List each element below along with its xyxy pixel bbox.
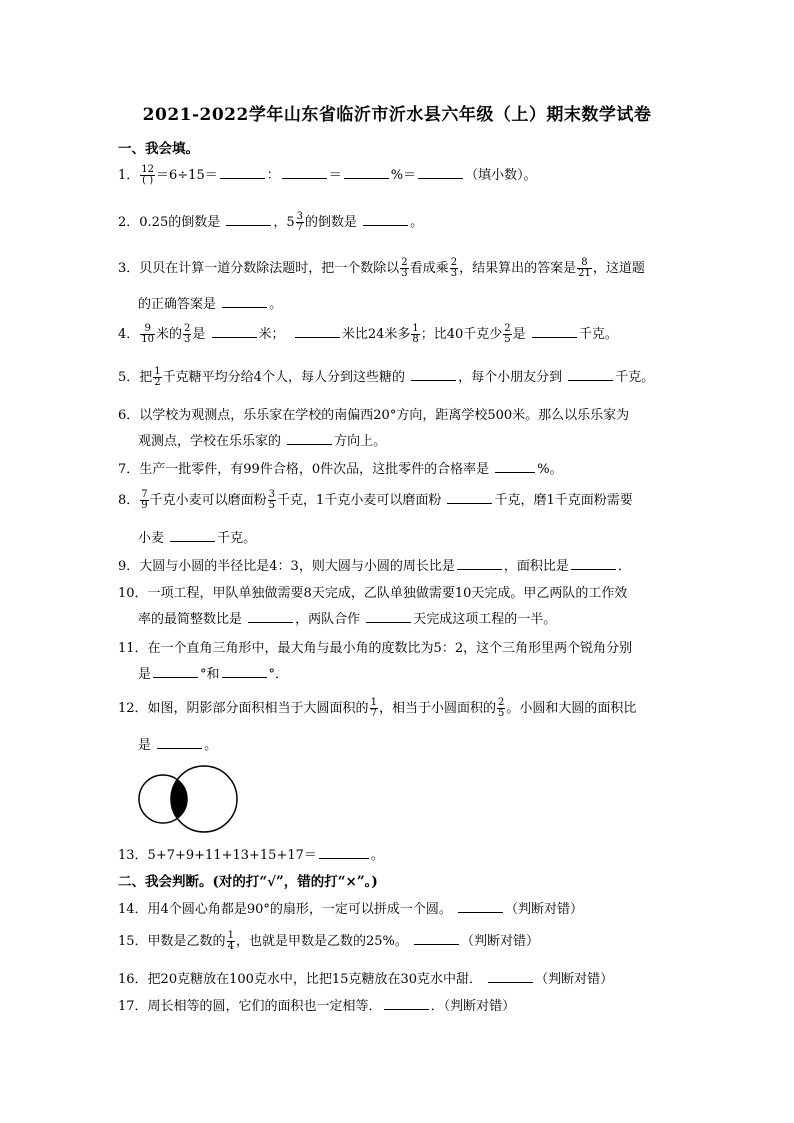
overlapping-circles-figure	[138, 764, 242, 834]
question-5: 5．把 $\frac{1}{2}$ 千克糖平均分给4个人，每人分到这些糖的 ，每个小朋友分到 千克。	[118, 366, 655, 388]
answer-blank[interactable]	[363, 213, 408, 226]
question-8: 8． $\frac{7}{9}$ 千克小麦可以磨面粉 $\frac{3}{5}$ 千克，1千克小麦可以磨面粉 千克，磨1千克面粉需要	[118, 489, 633, 511]
question-number: 13．	[118, 848, 148, 863]
answer-blank[interactable]	[571, 557, 616, 570]
question-number: 17．	[118, 999, 148, 1014]
answer-blank[interactable]	[495, 460, 535, 473]
fraction: $\frac{1}{2}$	[154, 366, 161, 388]
question-number: 10．	[118, 586, 148, 601]
question-number: 3．	[118, 261, 140, 276]
answer-blank[interactable]	[458, 900, 503, 913]
fraction: $\frac{1}{7}$	[370, 697, 377, 719]
question-number: 9．	[118, 559, 140, 574]
question-number: 5．	[118, 370, 140, 385]
question-10-line-2: 率的最简整数比是 ，两队合作 天完成这项工程的一半。	[138, 612, 557, 627]
answer-blank[interactable]	[295, 325, 340, 338]
exam-title: 2021-2022学年山东省临沂市沂水县六年级（上）期末数学试卷	[142, 105, 652, 125]
question-10: 10．一项工程，甲队单独做需要8天完成，乙队单独做需要10天完成。甲乙两队的工作效	[118, 586, 628, 601]
question-number: 14．	[118, 902, 148, 917]
fraction: $\frac{2}{3}$	[401, 257, 408, 279]
answer-blank[interactable]	[212, 325, 257, 338]
fraction: $\frac{1}{4}$	[227, 930, 234, 952]
answer-blank[interactable]	[220, 166, 265, 179]
question-number: 6．	[118, 408, 140, 423]
answer-blank[interactable]	[157, 736, 202, 749]
question-1: 1． $\frac{12}{( )}$ ＝6÷15＝ ： ＝ %＝ （填小数）。	[118, 164, 537, 186]
question-number: 15．	[118, 934, 148, 949]
question-11-line-2: 是 °和 °．	[138, 667, 289, 682]
question-12-line-2: 是 。	[138, 738, 218, 753]
fraction: $\frac{3}{7}$	[296, 211, 304, 233]
answer-blank[interactable]	[319, 846, 369, 859]
fraction: $\frac{2}{3}$	[184, 323, 191, 345]
question-number: 1．	[118, 168, 140, 183]
fraction: $\frac{8}{21}$	[578, 257, 591, 279]
question-15: 15．甲数是乙数的 $\frac{1}{4}$ ，也就是甲数是乙数的25%。 （判断对错）	[118, 930, 539, 952]
answer-blank[interactable]	[170, 529, 215, 542]
answer-blank[interactable]	[366, 610, 411, 623]
question-number: 2．	[118, 215, 140, 230]
answer-blank[interactable]	[153, 665, 198, 678]
answer-blank[interactable]	[568, 368, 613, 381]
answer-blank[interactable]	[457, 557, 502, 570]
fraction: $\frac{1}{8}$	[412, 323, 419, 345]
question-6: 6．以学校为观测点，乐乐家在学校的南偏西20°方向，距离学校500米。那么以乐乐家为	[118, 408, 630, 423]
question-11: 11．在一个直角三角形中，最大角与最小角的度数比为5：2，这个三角形里两个锐角分别	[118, 641, 633, 656]
question-7: 7．生产一批零件，有99件合格，0件次品，这批零件的合格率是 %。	[118, 462, 563, 477]
fraction: $\frac{7}{9}$	[141, 489, 148, 511]
answer-blank[interactable]	[287, 432, 332, 445]
answer-blank[interactable]	[222, 295, 267, 308]
answer-blank[interactable]	[222, 665, 267, 678]
answer-blank[interactable]	[532, 325, 577, 338]
question-4: 4． $\frac{9}{10}$ 米的 $\frac{2}{3}$ 是 米； 米比24米多 $\frac{1}{8}$ ；比40千克少 $\frac{2}{5}$ 是 千克。	[118, 323, 618, 345]
answer-blank[interactable]	[418, 166, 463, 179]
question-8-line-2: 小麦 千克。	[138, 531, 257, 546]
question-number: 12．	[118, 701, 148, 716]
question-number: 4．	[118, 327, 140, 342]
fraction: $\frac{12}{( )}$	[141, 164, 155, 186]
question-number: 11．	[118, 641, 148, 656]
question-3: 3．贝贝在计算一道分数除法题时，把一个数除以 $\frac{2}{3}$ 看成乘 $\frac{2}{3}$ ，结果算出的答案是 $\frac{8}{21}$ ，这道题	[118, 257, 645, 279]
question-6-line-2: 观测点，学校在乐乐家的 方向上。	[138, 434, 387, 449]
mixed-number-whole: 5	[286, 215, 295, 230]
answer-blank[interactable]	[411, 368, 456, 381]
answer-blank[interactable]	[384, 997, 429, 1010]
section-heading-fill: 一、我会填。	[118, 141, 199, 157]
question-16: 16．把20克糖放在100克水中，比把15克糖放在30克水中甜． （判断对错）	[118, 972, 614, 987]
question-13: 13．5+7+9+11+13+15+17＝ 。	[118, 848, 384, 863]
question-number: 16．	[118, 972, 148, 987]
fraction: $\frac{9}{10}$	[141, 323, 155, 345]
question-2: 2．0.25的倒数是 ，5 $\frac{3}{7}$ 的倒数是 。	[118, 211, 424, 233]
answer-blank[interactable]	[248, 610, 293, 623]
question-17: 17．周长相等的圆，它们的面积也一定相等． ．（判断对错）	[118, 999, 516, 1014]
question-3-line-2: 的正确答案是 。	[138, 297, 283, 312]
fraction: $\frac{2}{5}$	[497, 697, 505, 719]
answer-blank[interactable]	[488, 970, 533, 983]
question-14: 14．用4个圆心角都是90°的扇形，一定可以拼成一个圆。 （判断对错）	[118, 902, 584, 917]
question-number: 7．	[118, 462, 140, 477]
fraction: $\frac{2}{5}$	[504, 323, 511, 345]
fraction: $\frac{3}{5}$	[268, 489, 276, 511]
question-12: 12．如图，阴影部分面积相当于大圆面积的 $\frac{1}{7}$ ，相当于小圆面积的 $\frac{2}{5}$ 。小圆和大圆的面积比	[118, 697, 637, 719]
answer-blank[interactable]	[447, 491, 492, 504]
answer-blank[interactable]	[344, 166, 389, 179]
answer-blank[interactable]	[226, 213, 271, 226]
fraction: $\frac{2}{3}$	[450, 257, 458, 279]
answer-blank[interactable]	[414, 932, 459, 945]
section-heading-judge: 二、我会判断。(对的打“√”，错的打“×”。)	[118, 874, 378, 890]
question-number: 8．	[118, 493, 140, 508]
question-9: 9．大圆与小圆的半径比是4：3，则大圆与小圆的周长比是 ，面积比是 ．	[118, 559, 631, 574]
answer-blank[interactable]	[282, 166, 327, 179]
